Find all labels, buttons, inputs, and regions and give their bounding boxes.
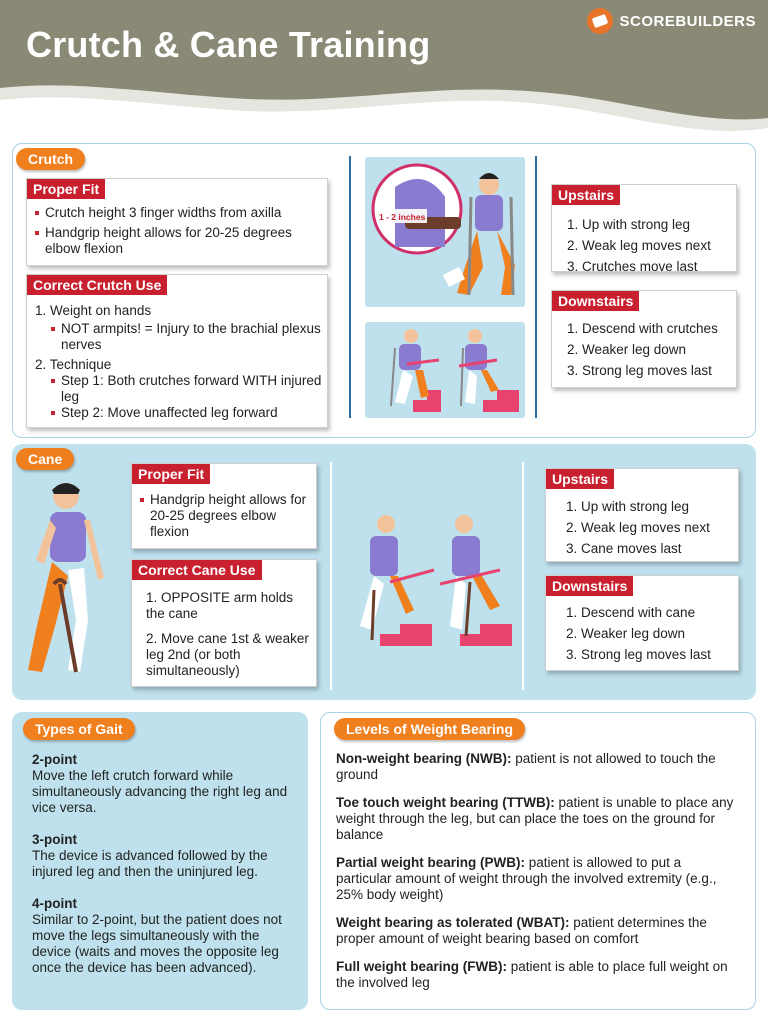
list-item: 1. OPPOSITE arm holds the cane xyxy=(146,590,294,621)
gait-name: 4-point xyxy=(32,896,77,911)
list-item: 2. Weaker leg down xyxy=(567,342,687,357)
list-item xyxy=(32,752,294,816)
crutch-upstairs-card xyxy=(551,184,737,272)
crutch-stairs-icon xyxy=(365,322,525,418)
cane-divider-right xyxy=(522,462,524,690)
list-item: 3. Strong leg moves last xyxy=(567,363,712,378)
crutch-user-illustration-icon xyxy=(365,157,525,307)
list-item: Handgrip height allows for 20-25 degrees elbow flexion xyxy=(138,492,310,540)
gait-name: 3-point xyxy=(32,832,77,847)
cane-upstairs-card xyxy=(545,468,739,562)
wb-term: Toe touch weight bearing (TTWB): xyxy=(336,795,555,810)
cane-user-icon xyxy=(24,480,110,680)
crutch-upstairs-title: Upstairs xyxy=(552,185,620,205)
gait-list xyxy=(32,752,294,992)
crutch-proper-fit-list xyxy=(33,205,321,261)
brand xyxy=(587,8,756,34)
list-item xyxy=(336,855,740,903)
crutch-downstairs-title: Downstairs xyxy=(552,291,639,311)
cane-proper-fit-title: Proper Fit xyxy=(132,464,210,484)
header-banner xyxy=(0,0,768,150)
brand-name: SCOREBUILDERS xyxy=(619,12,756,30)
crutch-fit-illustration xyxy=(365,157,525,307)
wb-text: patient is unable to place any weight through the leg, but can place the toes on the ground for balance xyxy=(336,795,734,842)
list-item xyxy=(32,896,294,976)
wb-term: Weight bearing as tolerated (WBAT): xyxy=(336,915,570,930)
crutch-correct-use-title: Correct Crutch Use xyxy=(27,275,167,295)
wb-term: Non-weight bearing (NWB): xyxy=(336,751,512,766)
cane-stairs-icon xyxy=(340,510,516,650)
list-item: Step 2: Move unaffected leg forward xyxy=(49,405,323,421)
cane-stairs-illustration xyxy=(340,510,516,650)
list-item: Step 1: Both crutches forward WITH injured leg xyxy=(49,373,323,405)
list-item xyxy=(336,959,740,991)
cane-user-illustration xyxy=(24,480,110,680)
list-item: 1. Descend with crutches xyxy=(567,321,718,336)
crutch-divider-right xyxy=(535,156,537,418)
crutch-proper-fit-title: Proper Fit xyxy=(27,179,105,199)
list-item: 2. Weak leg moves next xyxy=(567,238,711,253)
crutch-stairs-illustration xyxy=(365,322,525,418)
crutch-step-1: 1. Weight on hands xyxy=(35,303,152,318)
list-item: 2. Weak leg moves next xyxy=(566,520,710,535)
gait-name: 2-point xyxy=(32,752,77,767)
crutch-downstairs-card xyxy=(551,290,737,388)
list-item: 3. Crutches move last xyxy=(567,259,698,274)
list-item: 1. Descend with cane xyxy=(566,605,696,620)
crutch-divider-left xyxy=(349,156,351,418)
list-item: 1. Up with strong leg xyxy=(566,499,690,514)
wb-term: Partial weight bearing (PWB): xyxy=(336,855,526,870)
cane-downstairs-title: Downstairs xyxy=(546,576,633,596)
cane-correct-use-title: Correct Cane Use xyxy=(132,560,262,580)
cane-correct-use-card xyxy=(131,559,317,687)
list-item: Crutch height 3 finger widths from axilla xyxy=(33,205,321,221)
list-item xyxy=(336,795,740,843)
weight-bearing-title: Levels of Weight Bearing xyxy=(334,718,525,740)
list-item xyxy=(336,751,740,783)
list-item: 1. Up with strong leg xyxy=(567,217,691,232)
cane-divider-left xyxy=(330,462,332,690)
list-item: 2. Weaker leg down xyxy=(566,626,686,641)
list-item: 2. Move cane 1st & weaker leg 2nd (or both simultaneously) xyxy=(146,631,309,678)
wb-text: patient is not allowed to touch the ground xyxy=(336,751,716,782)
list-item xyxy=(336,915,740,947)
cane-upstairs-title: Upstairs xyxy=(546,469,614,489)
weight-bearing-list xyxy=(336,751,740,1003)
cane-label: Cane xyxy=(16,448,74,470)
gait-text: The device is advanced followed by the injured leg and then the uninjured leg. xyxy=(32,848,268,879)
list-item: 3. Strong leg moves last xyxy=(566,647,711,662)
crutch-step-2: 2. Technique xyxy=(35,357,112,372)
gait-text: Similar to 2-point, but the patient does not move the legs simultaneously with the device (waits and moves the opposite leg once the device has been advanced). xyxy=(32,912,282,975)
list-item xyxy=(32,832,294,880)
crutch-correct-use-body xyxy=(35,303,323,425)
scorebuilders-logo-icon xyxy=(587,8,613,34)
wb-text: patient determines the proper amount of weight bearing based on comfort xyxy=(336,915,707,946)
crutch-proper-fit-card xyxy=(26,178,328,266)
wb-text: patient is allowed to put a particular amount of weight through the involved extremity (e.g., 25% body weight) xyxy=(336,855,717,902)
gait-text: Move the left crutch forward while simultaneously advancing the right leg and vice versa. xyxy=(32,768,288,815)
list-item: Handgrip height allows for 20-25 degrees elbow flexion xyxy=(33,225,321,257)
list-item: 3. Cane moves last xyxy=(566,541,682,556)
page-title: Crutch & Cane Training xyxy=(26,24,431,65)
crutch-correct-use-card xyxy=(26,274,328,428)
list-item: NOT armpits! = Injury to the brachial plexus nerves xyxy=(49,321,323,353)
inset-measure-label: 1 - 2 inches xyxy=(379,212,426,222)
cane-proper-fit-card xyxy=(131,463,317,549)
crutch-label: Crutch xyxy=(16,148,85,170)
wb-term: Full weight bearing (FWB): xyxy=(336,959,507,974)
wb-text: patient is able to place full weight on the involved leg xyxy=(336,959,728,990)
gait-title: Types of Gait xyxy=(23,718,135,740)
cane-downstairs-card xyxy=(545,575,739,671)
